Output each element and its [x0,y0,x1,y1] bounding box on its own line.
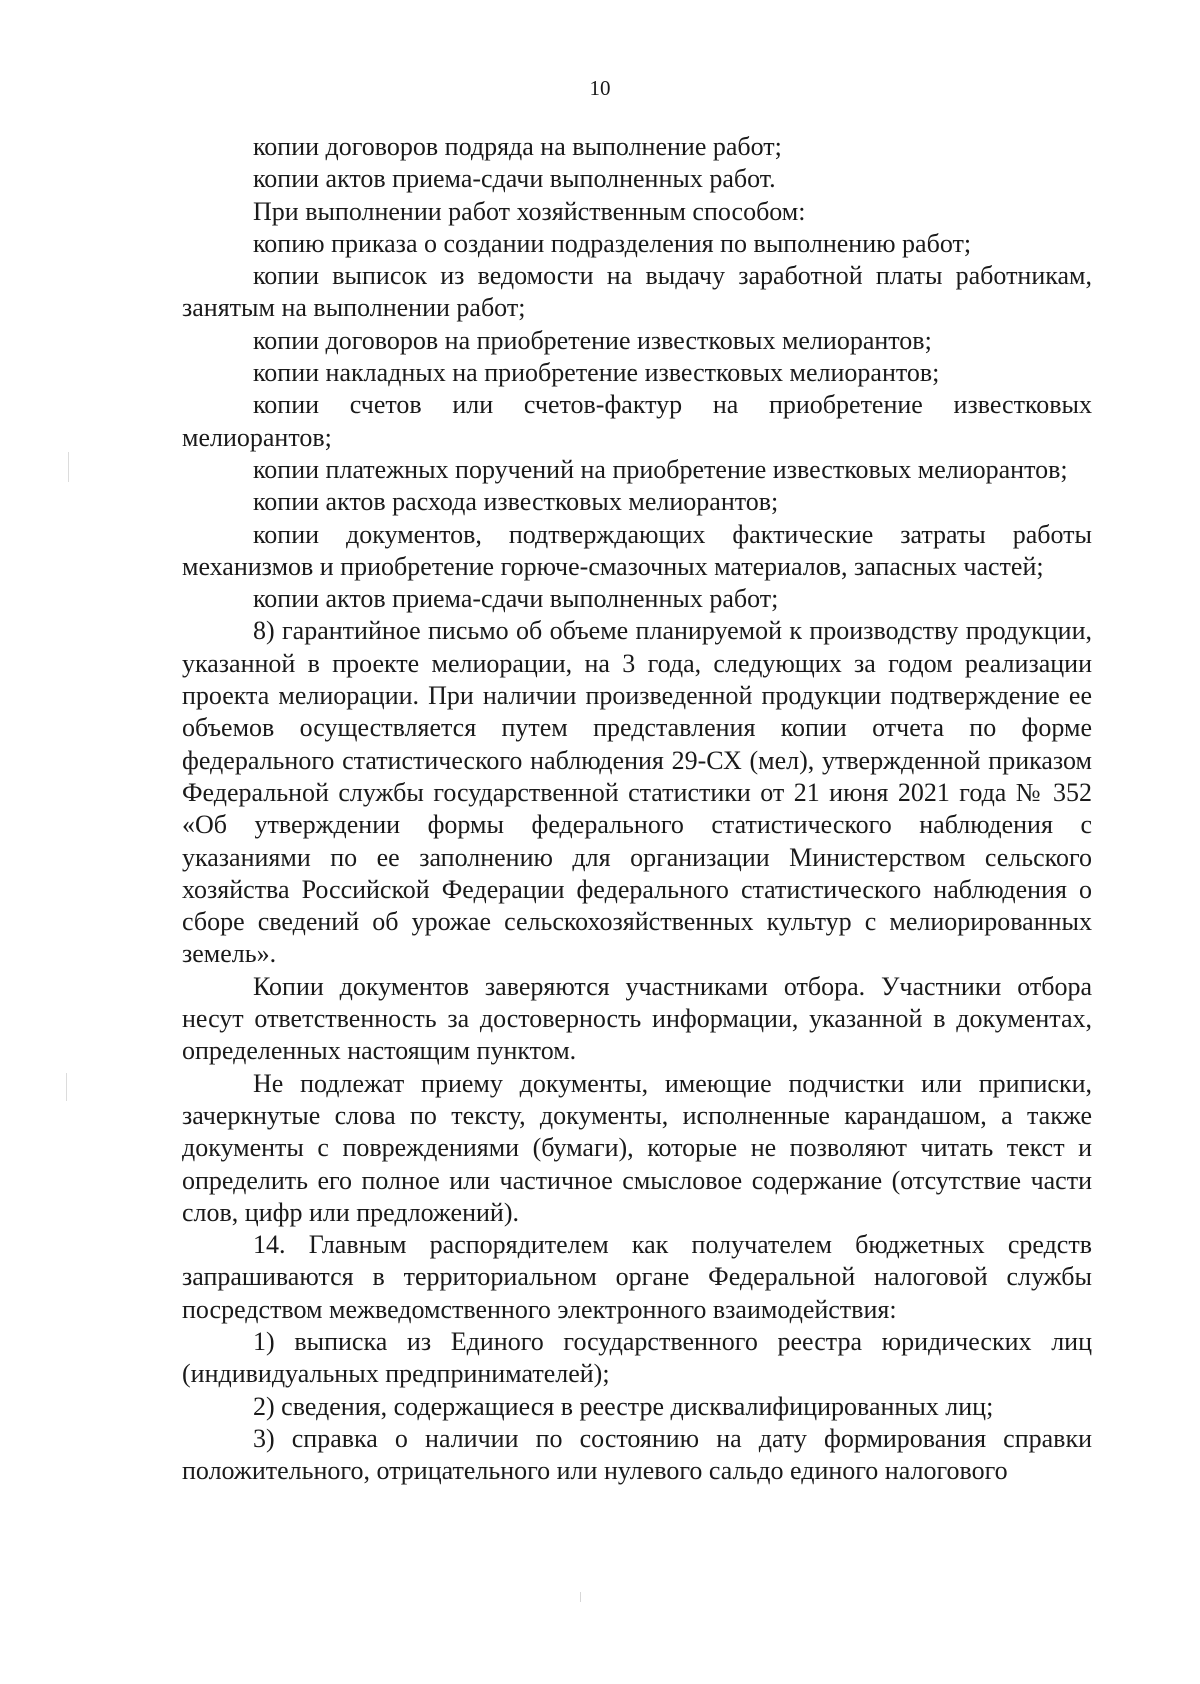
paragraph: копии актов приема-сдачи выполненных работ; [253,584,779,614]
paragraph: копии актов приема-сдачи выполненных работ. [253,164,776,194]
paragraph: копии выписок из ведомости на выдачу заработной платы работникам, занятым на выполнении работ; [182,261,1092,323]
paragraph: Не подлежат приему документы, имеющие подчистки или приписки, зачеркнутые слова по тексту, документы, исполненные карандашом, а также документы с повреждениями (бумаги), которые не позволяют читать текст и определить его полное или частичное смысловое содержание (отсутствие части слов, цифр или предложений). [182,1068,1092,1227]
page-number: 10 [589,76,611,100]
paragraph: 3) справка о наличии по состоянию на дату формирования справки положительного, отрицательного или нулевого сальдо единого налогового [182,1423,1092,1486]
paragraph: копии актов расхода известковых мелиорантов; [253,487,779,517]
document-body [182,131,1092,1487]
paragraph: копии счетов или счетов-фактур на приобретение известковых мелиорантов; [182,390,1092,452]
paragraph: Копии документов заверяются участниками отбора. Участники отбора несут ответственность за достоверность информации, указанной в документах, определенных настоящим пунктом. [182,971,1092,1066]
paragraph: При выполнении работ хозяйственным способом: [253,196,806,226]
paragraph: копии договоров подряда на выполнение работ; [253,132,782,161]
paragraph: 8) гарантийное письмо об объеме планируемой к производству продукции, указанной в проекте мелиорации, на 3 года, следующих за годом реализации проекта мелиорации. При наличии произведенной продукции подтверждение ее объемов осуществляется путем представления копии отчета по форме федерального статистического наблюдения 29-СХ (мел), утвержденной приказом Федеральной службы государственной статистики от 21 июня 2021 года № 352 «Об утверждении формы федерального статистического наблюдения с указаниями по ее заполнению для организации Министерством сельского хозяйства Российской Федерации федерального статистического наблюдения о сборе сведений об урожае сельскохозяйственных культур с мелиорированных земель». [182,616,1092,969]
paragraph: копии договоров на приобретение известковых мелиорантов; [253,325,932,355]
scan-mark [66,1073,67,1101]
scan-mark [580,1592,581,1602]
paragraph: копию приказа о создании подразделения по выполнению работ; [253,228,972,258]
paragraph: копии документов, подтверждающих фактические затраты работы механизмов и приобретение горюче-смазочных материалов, запасных частей; [182,519,1092,581]
paragraph: 1) выписка из Единого государственного реестра юридических лиц (индивидуальных предпринимателей); [182,1326,1092,1389]
paragraph: 14. Главным распорядителем как получателем бюджетных средств запрашиваются в территориальном органе Федеральной налоговой службы посредством межведомственного электронного взаимодействия: [182,1230,1092,1324]
paragraph: копии платежных поручений на приобретение известковых мелиорантов; [253,454,1068,484]
scan-mark [68,452,69,482]
paragraph: 2) сведения, содержащиеся в реестре дисквалифицированных лиц; [253,1391,994,1421]
paragraph: копии накладных на приобретение известковых мелиорантов; [253,358,940,388]
